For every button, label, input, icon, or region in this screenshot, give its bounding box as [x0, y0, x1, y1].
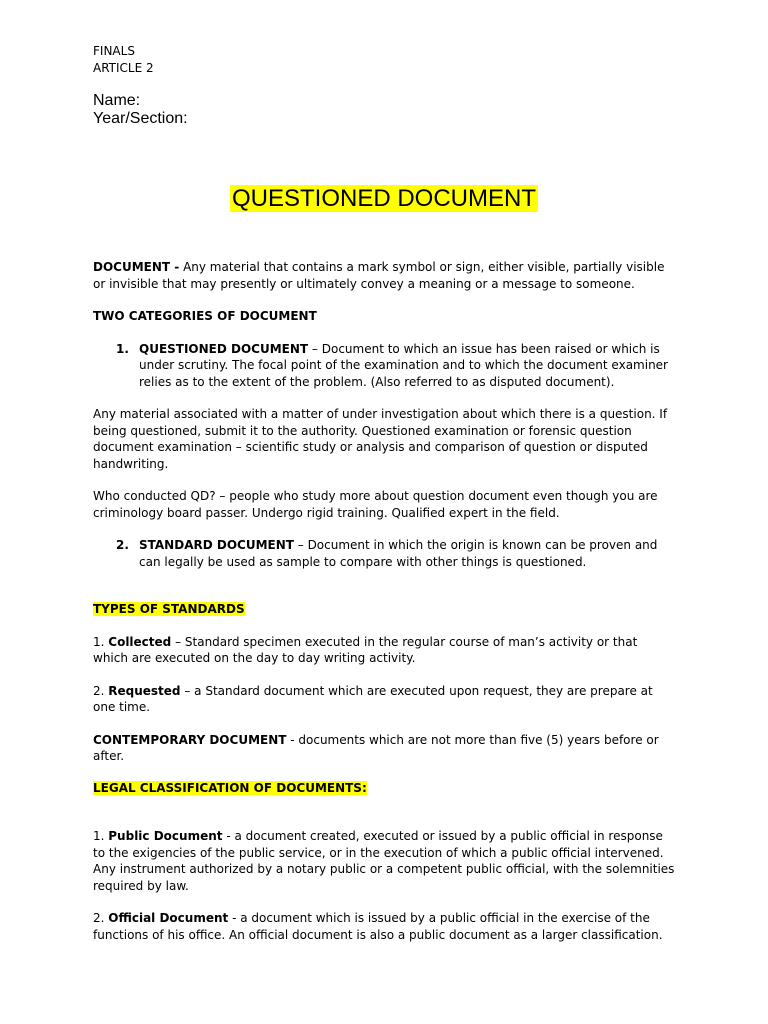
header-block: [93, 43, 675, 77]
document-page: [93, 43, 675, 943]
types-of-standards-heading: [93, 601, 675, 618]
category1-number: 1.: [116, 341, 129, 356]
header-finals: FINALS: [93, 44, 135, 58]
year-section-label: Year/Section:: [93, 110, 188, 127]
title-wrap: [93, 184, 675, 214]
contemporary-document: [93, 732, 675, 765]
name-label: Name:: [93, 92, 141, 109]
paragraph-who-conducted: Who conducted QD? – people who study more about question document even though you are criminology board passer. Undergo rigid training. Qualified expert in the field.: [93, 489, 658, 520]
category1-text: – Document to which an issue has been raised or which is under scrutiny. The focal point of the examination and to which the document examiner relies as to the extent of the problem. (Also referred to as disputed document).: [139, 341, 668, 389]
page-title: QUESTIONED DOCUMENT: [231, 185, 536, 212]
requested-number: 2.: [93, 683, 109, 698]
collected-number: 1.: [93, 634, 109, 649]
official-text: - a document which is issued by a public official in the exercise of the functions of his office. An official document is also a public document as a larger classification.: [93, 911, 663, 942]
type-collected: [93, 634, 675, 667]
public-number: 1.: [93, 829, 109, 843]
official-term: Official Document: [108, 911, 229, 925]
category2-number: 2.: [116, 538, 129, 552]
document-term: DOCUMENT -: [93, 260, 180, 274]
types-heading-text: TYPES OF STANDARDS: [93, 602, 245, 616]
requested-text: – a Standard document which are executed upon request, they are prepare at one time.: [93, 683, 653, 714]
student-fields: [93, 92, 675, 128]
document-definition: [93, 259, 675, 292]
paragraph-any-material: Any material associated with a matter of under investigation about which there is a question. If being questioned, submit it to the authority. Questioned examination or forensic question document examination – scientific study or analysis and comparison of question or disputed handwriting.: [93, 407, 668, 471]
category1-term: QUESTIONED DOCUMENT: [139, 341, 309, 356]
public-term: Public Document: [108, 829, 223, 843]
legal-heading-text: LEGAL CLASSIFICATION OF DOCUMENTS:: [93, 780, 367, 795]
contemporary-text: - documents which are not more than five (5) years before or after.: [93, 732, 659, 763]
collected-term: Collected: [108, 634, 172, 649]
two-categories-heading-text: TWO CATEGORIES OF DOCUMENT: [93, 309, 317, 323]
contemporary-term: CONTEMPORARY DOCUMENT: [93, 732, 287, 747]
official-document: [93, 910, 675, 943]
category-questioned-document: [93, 341, 675, 391]
two-categories-heading: [93, 308, 675, 325]
header-article: ARTICLE 2: [93, 61, 154, 75]
legal-classification-heading: [93, 780, 675, 797]
category-standard-document: [93, 537, 675, 570]
type-requested: [93, 683, 675, 716]
document-text: Any material that contains a mark symbol or sign, either visible, partially visible or invisible that may presently or ultimately convey a meaning or a message to someone.: [93, 260, 665, 291]
collected-text: – Standard specimen executed in the regular course of man’s activity or that which are executed on the day to day writing activity.: [93, 634, 638, 665]
official-number: 2.: [93, 911, 109, 925]
category2-text: – Document in which the origin is known can be proven and can legally be used as sample to compare with other things is questioned.: [139, 538, 658, 569]
category2-term: STANDARD DOCUMENT: [139, 538, 294, 552]
public-text: - a document created, executed or issued by a public official in response to the exigencies of the public service, or in the execution of which a public official intervened. Any instrument authorized by a notary public or a competent public official, with the solemnities required by law.: [93, 829, 675, 893]
requested-term: Requested: [108, 683, 181, 698]
public-document: [93, 828, 675, 894]
